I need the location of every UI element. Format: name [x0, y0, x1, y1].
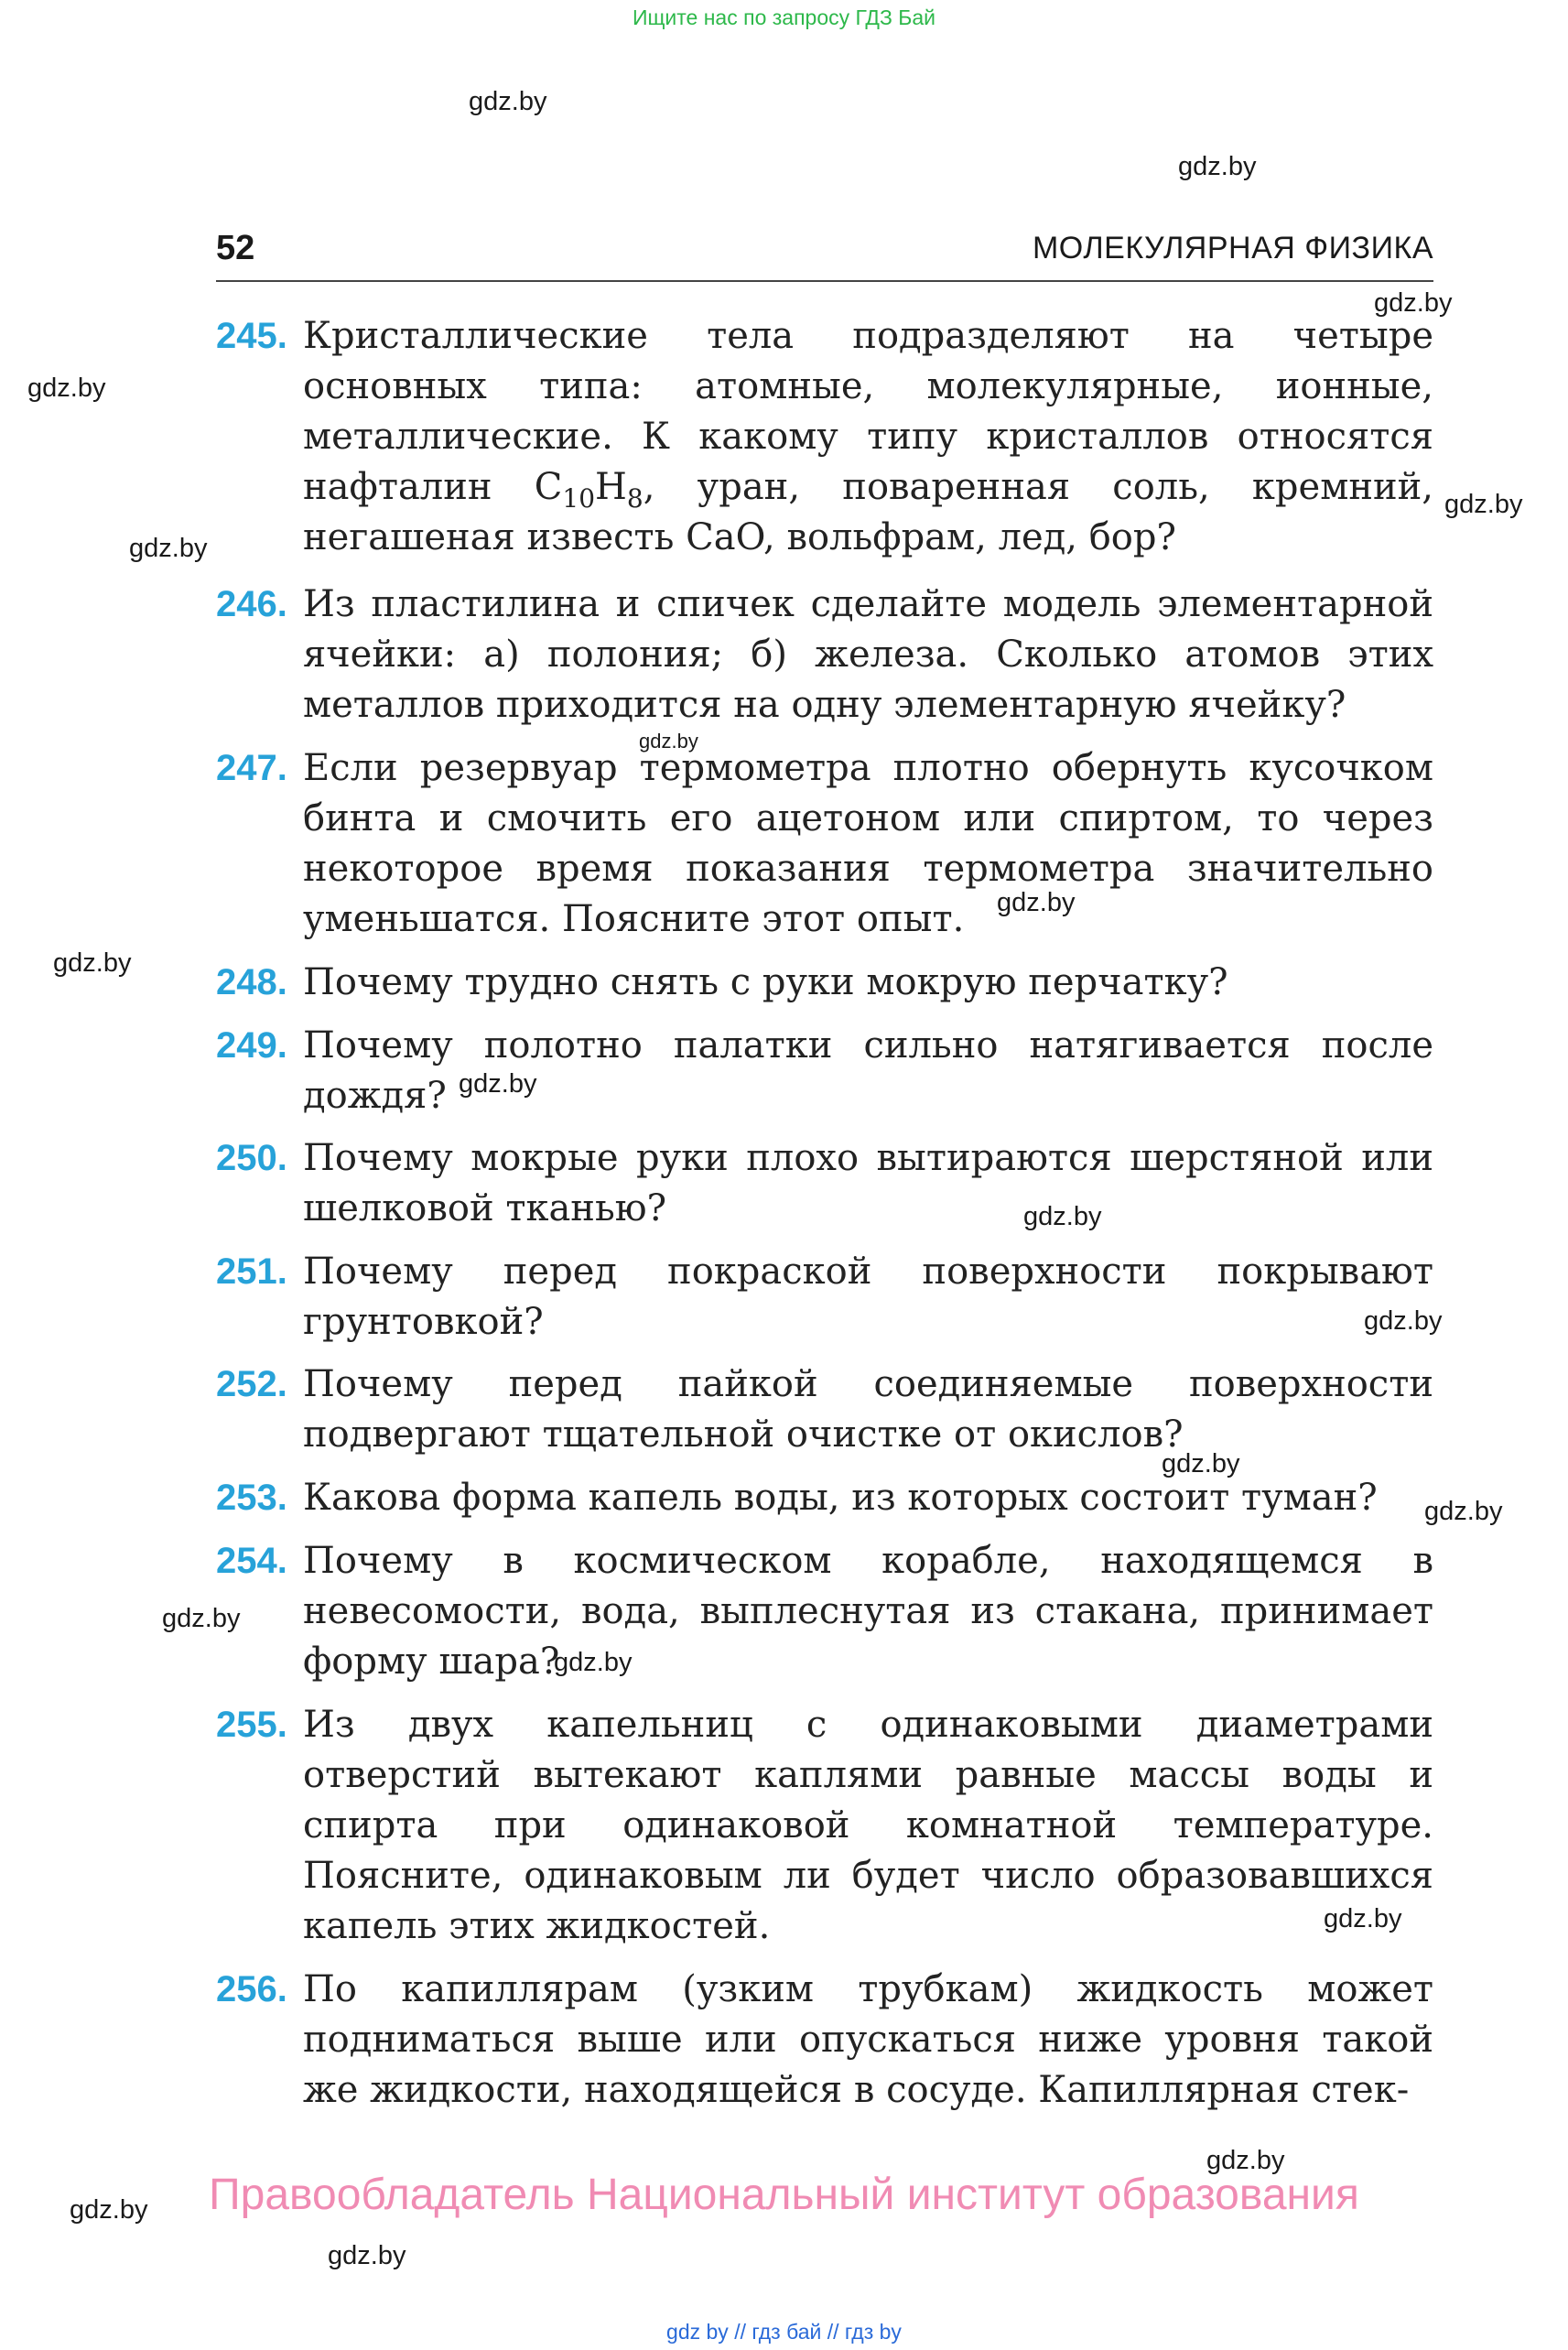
- watermark: gdz.by: [1324, 1904, 1402, 1933]
- problem-245: [216, 311, 1433, 563]
- problem-250: [216, 1133, 1433, 1234]
- problem-number: 248.: [216, 962, 287, 1002]
- problem-number: 255.: [216, 1705, 287, 1745]
- problem-252: [216, 1359, 1433, 1460]
- section-title: МОЛЕКУЛЯРНАЯ ФИЗИКА: [1032, 231, 1433, 265]
- watermark: gdz.by: [70, 2195, 148, 2225]
- problem-number: 253.: [216, 1478, 287, 1518]
- problem-text: Почему мокрые руки плохо вытираются шерстяной или шелковой тканью?: [303, 1137, 1433, 1229]
- watermark: gdz.by: [1162, 1449, 1240, 1478]
- problem-number: 250.: [216, 1138, 287, 1178]
- watermark: gdz.by: [997, 888, 1076, 917]
- watermark: gdz.by: [27, 374, 106, 403]
- watermark: gdz.by: [162, 1604, 241, 1633]
- problem-number: 251.: [216, 1251, 287, 1292]
- problem-text: Кристаллические тела подразделяют на четыре основных типа: атомные, молекулярные, ионные, металлические. К какому типу кристаллов относятся нафталин $C_{10}H_8$, уран, поваренная соль, кремний, негашеная известь CaO, вольфрам, лед, бор?: [303, 315, 1434, 558]
- problem-number: 246.: [216, 584, 287, 624]
- problem-number: 249.: [216, 1025, 287, 1066]
- top-banner: Ищите нас по запросу ГДЗ Бай: [632, 5, 936, 29]
- problem-number: 256.: [216, 1969, 287, 2009]
- problem-text: Почему перед покраской поверхности покрывают грунтовкой?: [303, 1251, 1433, 1343]
- problem-text: Если резервуар термометра плотно обернуть кусочком бинта и смочить его ацетоном или спиртом, то через некоторое время показания термометра значительно уменьшатся. Поясните этот опыт.: [303, 747, 1433, 940]
- bottom-banner: gdz by // гдз бай // гдз by: [666, 2320, 902, 2344]
- watermark: gdz.by: [1444, 490, 1523, 519]
- problem-text: Почему перед пайкой соединяемые поверхности подвергают тщательной очистке от окислов?: [303, 1363, 1433, 1456]
- problem-number: 245.: [216, 316, 287, 356]
- watermark: gdz.by: [328, 2241, 406, 2270]
- problem-249: [216, 1021, 1433, 1121]
- watermark: gdz.by: [1364, 1306, 1443, 1336]
- watermark: gdz.by: [1178, 152, 1257, 181]
- copyright-notice: Правообладатель Национальный институт образования: [209, 2171, 1359, 2219]
- watermark: gdz.by: [129, 534, 208, 563]
- problem-247: [216, 743, 1433, 945]
- problem-text: По капиллярам (узким трубкам) жидкость может подниматься выше или опускаться ниже уровня такой же жидкости, находящейся в сосуде. Капиллярная стек-: [303, 1968, 1433, 2111]
- problem-text: Почему трудно снять с руки мокрую перчатку?: [303, 961, 1228, 1003]
- watermark: gdz.by: [1374, 288, 1453, 318]
- watermark: gdz.by: [53, 948, 132, 978]
- watermark: gdz.by: [1206, 2146, 1285, 2175]
- problem-255: [216, 1700, 1433, 1952]
- problem-253: [216, 1473, 1433, 1523]
- problem-text: Из пластилина и спичек сделайте модель элементарной ячейки: а) полония; б) железа. Сколько атомов этих металлов приходится на одну элементарную ячейку?: [303, 583, 1433, 726]
- problem-256: [216, 1965, 1433, 2116]
- problem-text: Какова форма капель воды, из которых состоит туман?: [303, 1477, 1378, 1519]
- watermark: gdz.by: [1424, 1497, 1503, 1526]
- problem-text: Почему полотно палатки сильно натягивается после дождя?: [303, 1024, 1433, 1117]
- watermark: gdz.by: [1023, 1202, 1102, 1231]
- page-number: 52: [216, 229, 255, 267]
- problem-text: Из двух капельниц с одинаковыми диаметрами отверстий вытекают каплями равные массы воды и спирта при одинаковой комнатной температуре. Поясните, одинаковым ли будет число образовавшихся капель этих жидкостей.: [303, 1704, 1433, 1947]
- watermark: gdz.by: [639, 730, 698, 753]
- watermark: gdz.by: [554, 1648, 633, 1677]
- header-rule: [216, 280, 1433, 282]
- problem-254: [216, 1536, 1433, 1687]
- problem-248: [216, 958, 1433, 1008]
- problem-246: [216, 579, 1433, 731]
- problem-number: 254.: [216, 1541, 287, 1581]
- watermark: gdz.by: [469, 87, 547, 116]
- problem-251: [216, 1247, 1433, 1348]
- problem-number: 247.: [216, 748, 287, 788]
- problem-text: Почему в космическом корабле, находящемся в невесомости, вода, выплеснутая из стакана, принимает форму шара?: [303, 1540, 1433, 1683]
- watermark: gdz.by: [459, 1069, 537, 1099]
- problem-number: 252.: [216, 1364, 287, 1404]
